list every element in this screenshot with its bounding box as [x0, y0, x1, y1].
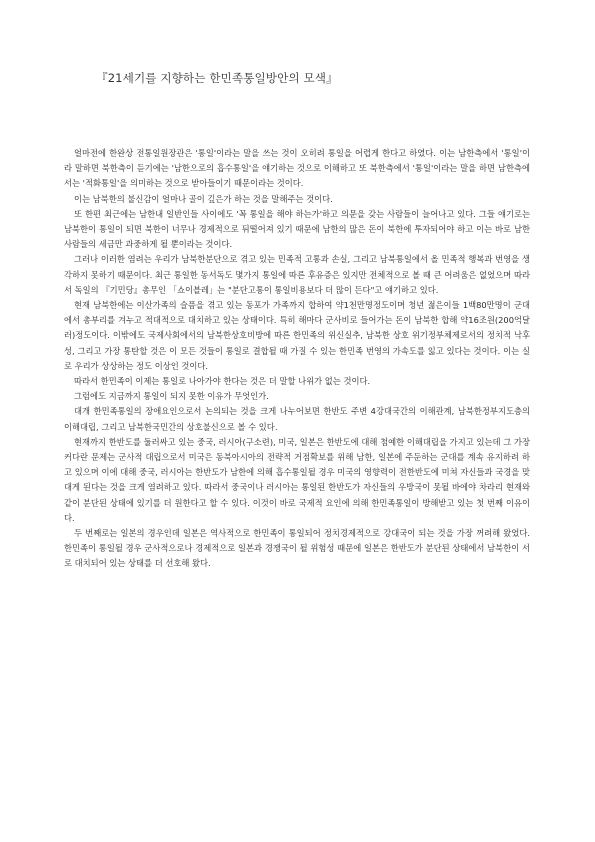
paragraph: 또 한편 최근에는 남한내 일반인들 사이에도 '꼭 통일을 해야 하는가'하고 의문을 갖는 사람들이 늘어나고 있다. 그들 얘기로는 남북한이 통일이 되면 북한이 너무나 경제적으로 뒤떨어져 있기 때문에 남한의 많은 돈이 북한에 투자되어야 하고 이는 바로 남한사람들의 세금만 과중하게 될 뿐이라는 것이다.: [64, 208, 530, 250]
paragraph: 따라서 한민족이 이제는 통일로 나아가야 한다는 것은 더 말할 나위가 없는 것이다.: [74, 376, 371, 387]
paragraph: 그러나 이러한 염려는 우리가 남북한분단으로 겪고 있는 민족적 고통과 손실, 그리고 남북통일에서 올 민족적 행복과 번영을 생각하지 못하기 때문이다. 최근 통일한 동서독도 몇가지 통일에 따른 후유증은 있지만 전체적으로 볼 때 큰 어려움은 없었으며 따라서 독일의 『기민당』총무인 「쇼이블레」는 "분단고통이 통일비용보다 더 많이 든다"고 얘기하고 있다.: [64, 254, 530, 295]
paragraph: 현재 남북한에는 이산가족의 슬픔을 겪고 있는 동포가 가족까지 합하여 약1천만명정도이며 청년 젊은이들 1백80만명이 군대에서 총부리를 겨누고 적대적으로 대치하고 있는 상태이다. 특히 해마다 군사비로 들어가는 돈이 남북한 합해 약16조원(200억달러)정도이다. 이밖에도 국제사회에서의 남북한상호비방에 따른 한민족의 위신실추, 남북한 상호 위기정부체제로서의 정치적 낙후성, 그리고 가장 통탄할 것은 이 모든 것들이 통일로 결합될 때 가질 수 있는 한민족 번영의 가속도를 잃고 있다는 것이다. 이는 실로 우리가 상상하는 정도 이상인 것이다.: [64, 300, 530, 371]
paragraph: 얼마전에 한완상 전통일원장관은 '통일'이라는 말을 쓰는 것이 오히려 통일을 어렵게 한다고 하였다. 이는 남한측에서 '통일'이라 말하면 북한측이 듣기에는 '남한으로의 흡수통일'을 얘기하는 것으로 이해하고 또 북한측에서 '통일'이라는 말을 하면 남한측에서는 '적화통일'을 의미하는 것으로 받아들이기 때문이라는 것이다.: [64, 148, 530, 189]
paragraph: 현재까지 한반도를 둘러싸고 있는 중국, 러시아(구소련), 미국, 일본은 한반도에 대해 첨예한 이해대립을 가지고 있는데 그 가장 커다란 문제는 군사적 대립으로서 미국은 동북아시아의 전략적 거점확보를 위해 남한, 일본에 주둔하는 군대를 계속 유지하려 하고 있으며 이에 대해 중국, 러시아는 한반도가 남한에 의해 흡수통일될 경우 미국의 영향력이 전한반도에 미쳐 자신들과 국경을 맞대게 된다는 것을 크게 염려하고 있다. 따라서 중국이나 러시아는 통일된 한반도가 자신들의 우방국이 못될 바에야 차라리 현재와 같이 분단된 상태에 있기를 더 원한다고 할 수 있다. 이것이 바로 국제적 요인에 의해 한민족통일이 방해받고 있는 첫 번째 이유이다.: [64, 436, 530, 523]
paragraph: 이는 남북한의 불신감이 얼마나 골이 깊은가 하는 것을 말해주는 것이다.: [74, 193, 333, 204]
paragraph: 그럼에도 지금까지 통일이 되지 못한 이유가 무엇인가.: [74, 391, 269, 402]
paragraph: 두 번째로는 일본의 경우인데 일본은 역사적으로 한민족이 통일되어 정치경제적으로 강대국이 되는 것을 가장 꺼려해 왔었다. 한민족이 통일될 경우 군사적으로나 경제적으로 일본과 경쟁국이 될 위험성 때문에 일본은 한반도가 분단된 상태에서 남북한이 서로 대치되어 있는 상태를 더 선호해 왔다.: [64, 528, 530, 569]
document-body: [64, 146, 530, 572]
paragraph: 대개 한민족통일의 장애요인으로서 논의되는 것을 크게 나누어보면 한반도 주변 4강대국간의 이해관계, 남북한정부지도층의 이해대립, 그리고 남북한국민간의 상호불신으로 볼 수 있다.: [64, 406, 530, 432]
document-title: 『21세기를 지향하는 한민족통일방안의 모색』: [96, 71, 338, 85]
